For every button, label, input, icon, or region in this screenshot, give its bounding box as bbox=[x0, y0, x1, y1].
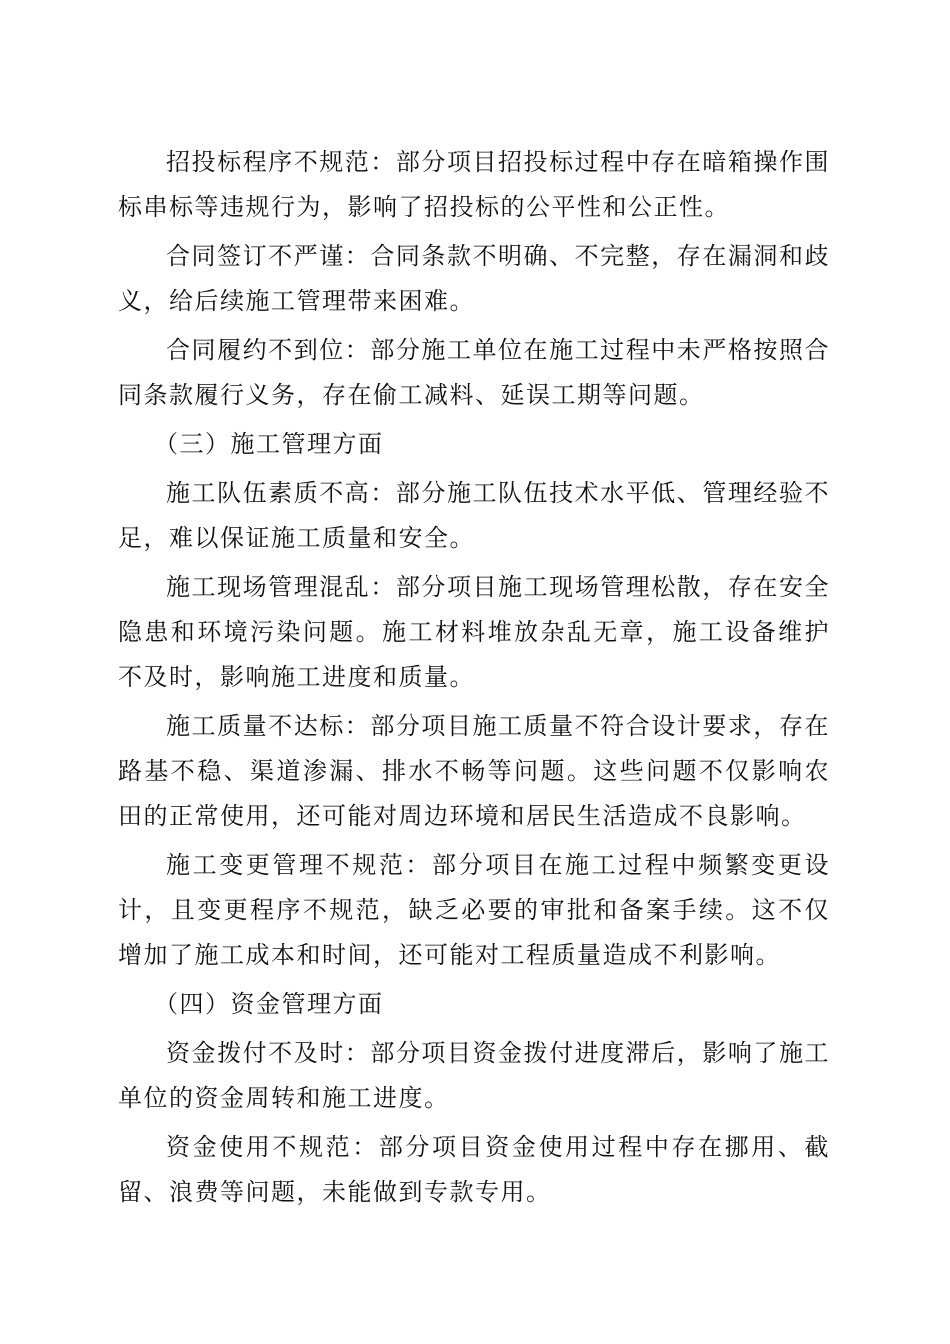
section-heading-construction-management: （三）施工管理方面 bbox=[154, 430, 384, 458]
paragraph-fund-usage: 资金使用不规范：部分项目资金使用过程中存在挪用、截留、浪费等问题，未能做到专款专用。 bbox=[118, 1133, 830, 1206]
paragraph-bidding-procedure: 招投标程序不规范：部分项目招投标过程中存在暗箱操作围标串标等违规行为，影响了招投标的公平性和公正性。 bbox=[118, 148, 830, 221]
document-body bbox=[118, 140, 830, 1219]
section-heading-fund-management: （四）资金管理方面 bbox=[154, 990, 384, 1018]
paragraph-team-quality: 施工队伍素质不高：部分施工队伍技术水平低、管理经验不足，难以保证施工质量和安全。 bbox=[118, 479, 830, 552]
paragraph-contract-signing: 合同签订不严谨：合同条款不明确、不完整，存在漏洞和歧义，给后续施工管理带来困难。 bbox=[118, 242, 830, 315]
paragraph-change-management: 施工变更管理不规范：部分项目在施工过程中频繁变更设计，且变更程序不规范，缺乏必要的审批和备案手续。这不仅增加了施工成本和时间，还可能对工程质量造成不利影响。 bbox=[118, 851, 830, 969]
paragraph-construction-quality: 施工质量不达标：部分项目施工质量不符合设计要求，存在路基不稳、渠道渗漏、排水不畅等问题。这些问题不仅影响农田的正常使用，还可能对周边环境和居民生活造成不良影响。 bbox=[118, 712, 830, 830]
paragraph-fund-disbursement: 资金拨付不及时：部分项目资金拨付进度滞后，影响了施工单位的资金周转和施工进度。 bbox=[118, 1039, 830, 1112]
paragraph-site-management: 施工现场管理混乱：部分项目施工现场管理松散，存在安全隐患和环境污染问题。施工材料堆放杂乱无章，施工设备维护不及时，影响施工进度和质量。 bbox=[118, 573, 830, 691]
paragraph-contract-performance: 合同履约不到位：部分施工单位在施工过程中未严格按照合同条款履行义务，存在偷工减料、延误工期等问题。 bbox=[118, 336, 830, 409]
